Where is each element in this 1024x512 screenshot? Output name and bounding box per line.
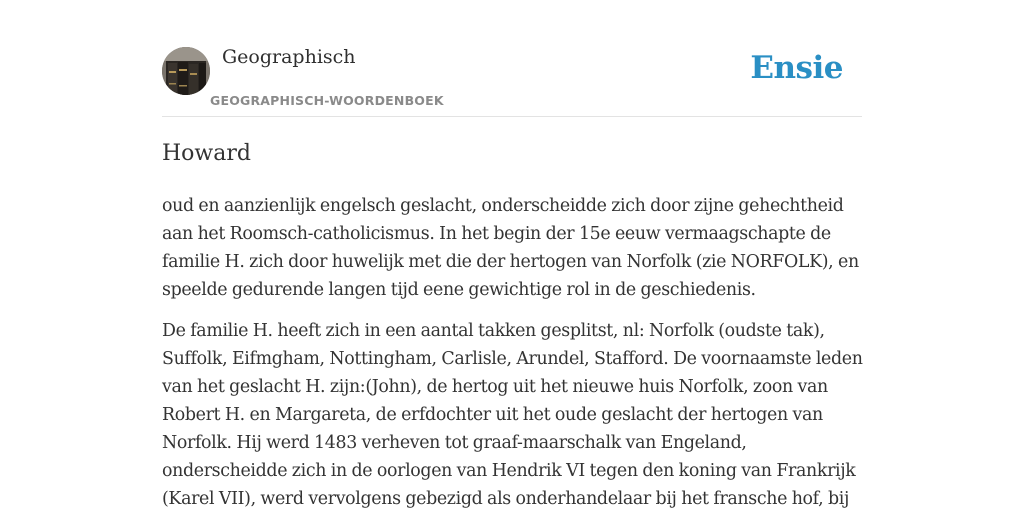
source-avatar[interactable] — [162, 47, 210, 95]
site-header — [162, 0, 862, 117]
article-body — [162, 192, 864, 512]
ensie-logo[interactable]: Ensie — [750, 50, 843, 86]
source-subtitle[interactable]: GEOGRAPHISCH-WOORDENBOEK — [210, 93, 444, 108]
book-spines-icon — [162, 47, 210, 95]
article-paragraph: De familie H. heeft zich in een aantal takken gesplitst, nl: Norfolk (oudste tak), Suffolk, Eifmgham, Nottingham, Carlisle, Arundel, Stafford. De voornaamste leden van het geslacht H. zijn:(John), de hertog uit het nieuwe huis Norfolk, zoon van Robert H. en Margareta, de erfdochter uit het oude geslacht der hertogen van Norfolk. Hij werd 1483 verheven tot graaf-maarschalk van Engeland, onderscheidde zich in de oorlogen van Hendrik VI tegen den koning van Frankrijk (Karel VII), werd vervolgens gebezigd als onderhandelaar bij het fransche hof, bij — [162, 321, 863, 509]
source-title[interactable]: Geographisch — [222, 46, 356, 68]
article-paragraph: oud en aanzienlijk engelsch geslacht, onderscheidde zich door zijne gehechtheid aan het Roomsch-catholicismus. In het begin der 15e eeuw vermaagschapte de familie H. zich door huwelijk met die der hertogen van Norfolk (zie NORFOLK), en speelde gedurende langen tijd eene gewichtige rol in de geschiedenis. — [162, 196, 859, 300]
article-title: Howard — [162, 141, 251, 166]
